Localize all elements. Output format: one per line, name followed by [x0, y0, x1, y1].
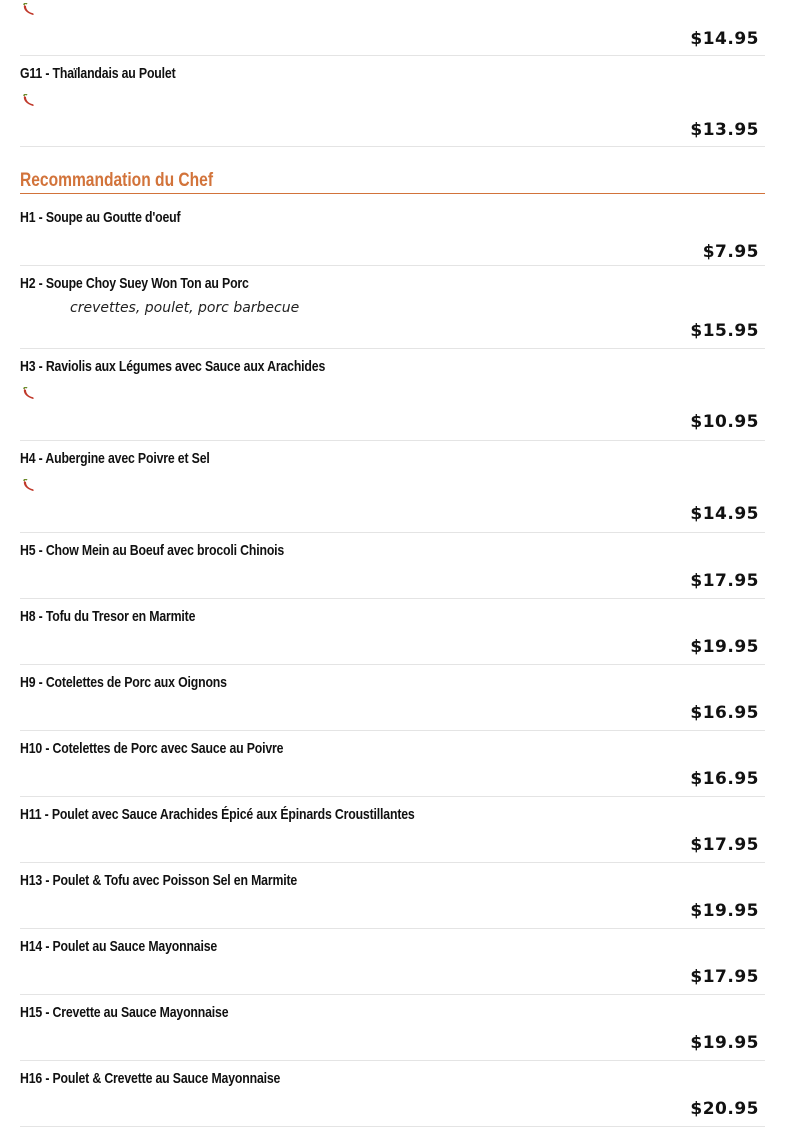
- item-description: crevettes, poulet, porc barbecue: [70, 300, 300, 316]
- chili-pepper-icon: [21, 1, 36, 14]
- item-price: $17.95: [690, 835, 759, 855]
- item-name: H14 - Poulet au Sauce Mayonnaise: [20, 938, 218, 955]
- section-header: [20, 147, 765, 194]
- item-price: $14.95: [690, 504, 759, 524]
- menu-item[interactable]: [20, 995, 765, 1061]
- item-name: G11 - Thaïlandais au Poulet: [20, 65, 176, 82]
- item-price: $19.95: [690, 1033, 759, 1053]
- item-price: $16.95: [690, 703, 759, 723]
- menu-item[interactable]: [20, 441, 765, 533]
- item-price: $19.95: [690, 637, 759, 657]
- item-name: H13 - Poulet & Tofu avec Poisson Sel en Marmite: [20, 872, 298, 889]
- item-name: H15 - Crevette au Sauce Mayonnaise: [20, 1004, 229, 1021]
- section-title: Recommandation du Chef: [20, 170, 214, 191]
- item-name: H10 - Cotelettes de Porc avec Sauce au Poivre: [20, 740, 284, 757]
- item-price: $19.95: [690, 901, 759, 921]
- item-name: H3 - Raviolis aux Légumes avec Sauce aux Arachides: [20, 358, 326, 375]
- menu-item[interactable]: [20, 56, 765, 147]
- menu-list: [20, 0, 765, 1127]
- item-price: $7.95: [702, 242, 759, 262]
- item-name: H16 - Poulet & Crevette au Sauce Mayonnaise: [20, 1070, 281, 1087]
- item-price: $15.95: [690, 321, 759, 341]
- menu-item[interactable]: [20, 929, 765, 995]
- menu-item[interactable]: [20, 194, 765, 266]
- chili-pepper-icon: [21, 477, 36, 490]
- menu-item[interactable]: [20, 0, 765, 56]
- item-name: H11 - Poulet avec Sauce Arachides Épicé aux Épinards Croustillantes: [20, 806, 415, 823]
- item-price: $20.95: [690, 1099, 759, 1119]
- menu-item[interactable]: [20, 1061, 765, 1127]
- item-name: H1 - Soupe au Goutte d'oeuf: [20, 209, 181, 226]
- item-name: H9 - Cotelettes de Porc aux Oignons: [20, 674, 227, 691]
- item-price: $17.95: [690, 571, 759, 591]
- item-name: H8 - Tofu du Tresor en Marmite: [20, 608, 196, 625]
- item-name: H5 - Chow Mein au Boeuf avec brocoli Chinois: [20, 542, 285, 559]
- menu-item[interactable]: [20, 533, 765, 599]
- item-price: $16.95: [690, 769, 759, 789]
- item-name: H4 - Aubergine avec Poivre et Sel: [20, 450, 210, 467]
- menu-item[interactable]: [20, 797, 765, 863]
- item-price: $17.95: [690, 967, 759, 987]
- menu-item[interactable]: [20, 349, 765, 441]
- item-name: H2 - Soupe Choy Suey Won Ton au Porc: [20, 275, 249, 292]
- item-price: $13.95: [690, 120, 759, 140]
- menu-item[interactable]: [20, 665, 765, 731]
- menu-item[interactable]: [20, 731, 765, 797]
- chili-pepper-icon: [21, 92, 36, 105]
- item-price: $10.95: [690, 412, 759, 432]
- chili-pepper-icon: [21, 385, 36, 398]
- item-list: [20, 194, 765, 1127]
- menu-item[interactable]: [20, 863, 765, 929]
- menu-item[interactable]: [20, 599, 765, 665]
- item-price: $14.95: [690, 29, 759, 49]
- menu-item[interactable]: [20, 266, 765, 349]
